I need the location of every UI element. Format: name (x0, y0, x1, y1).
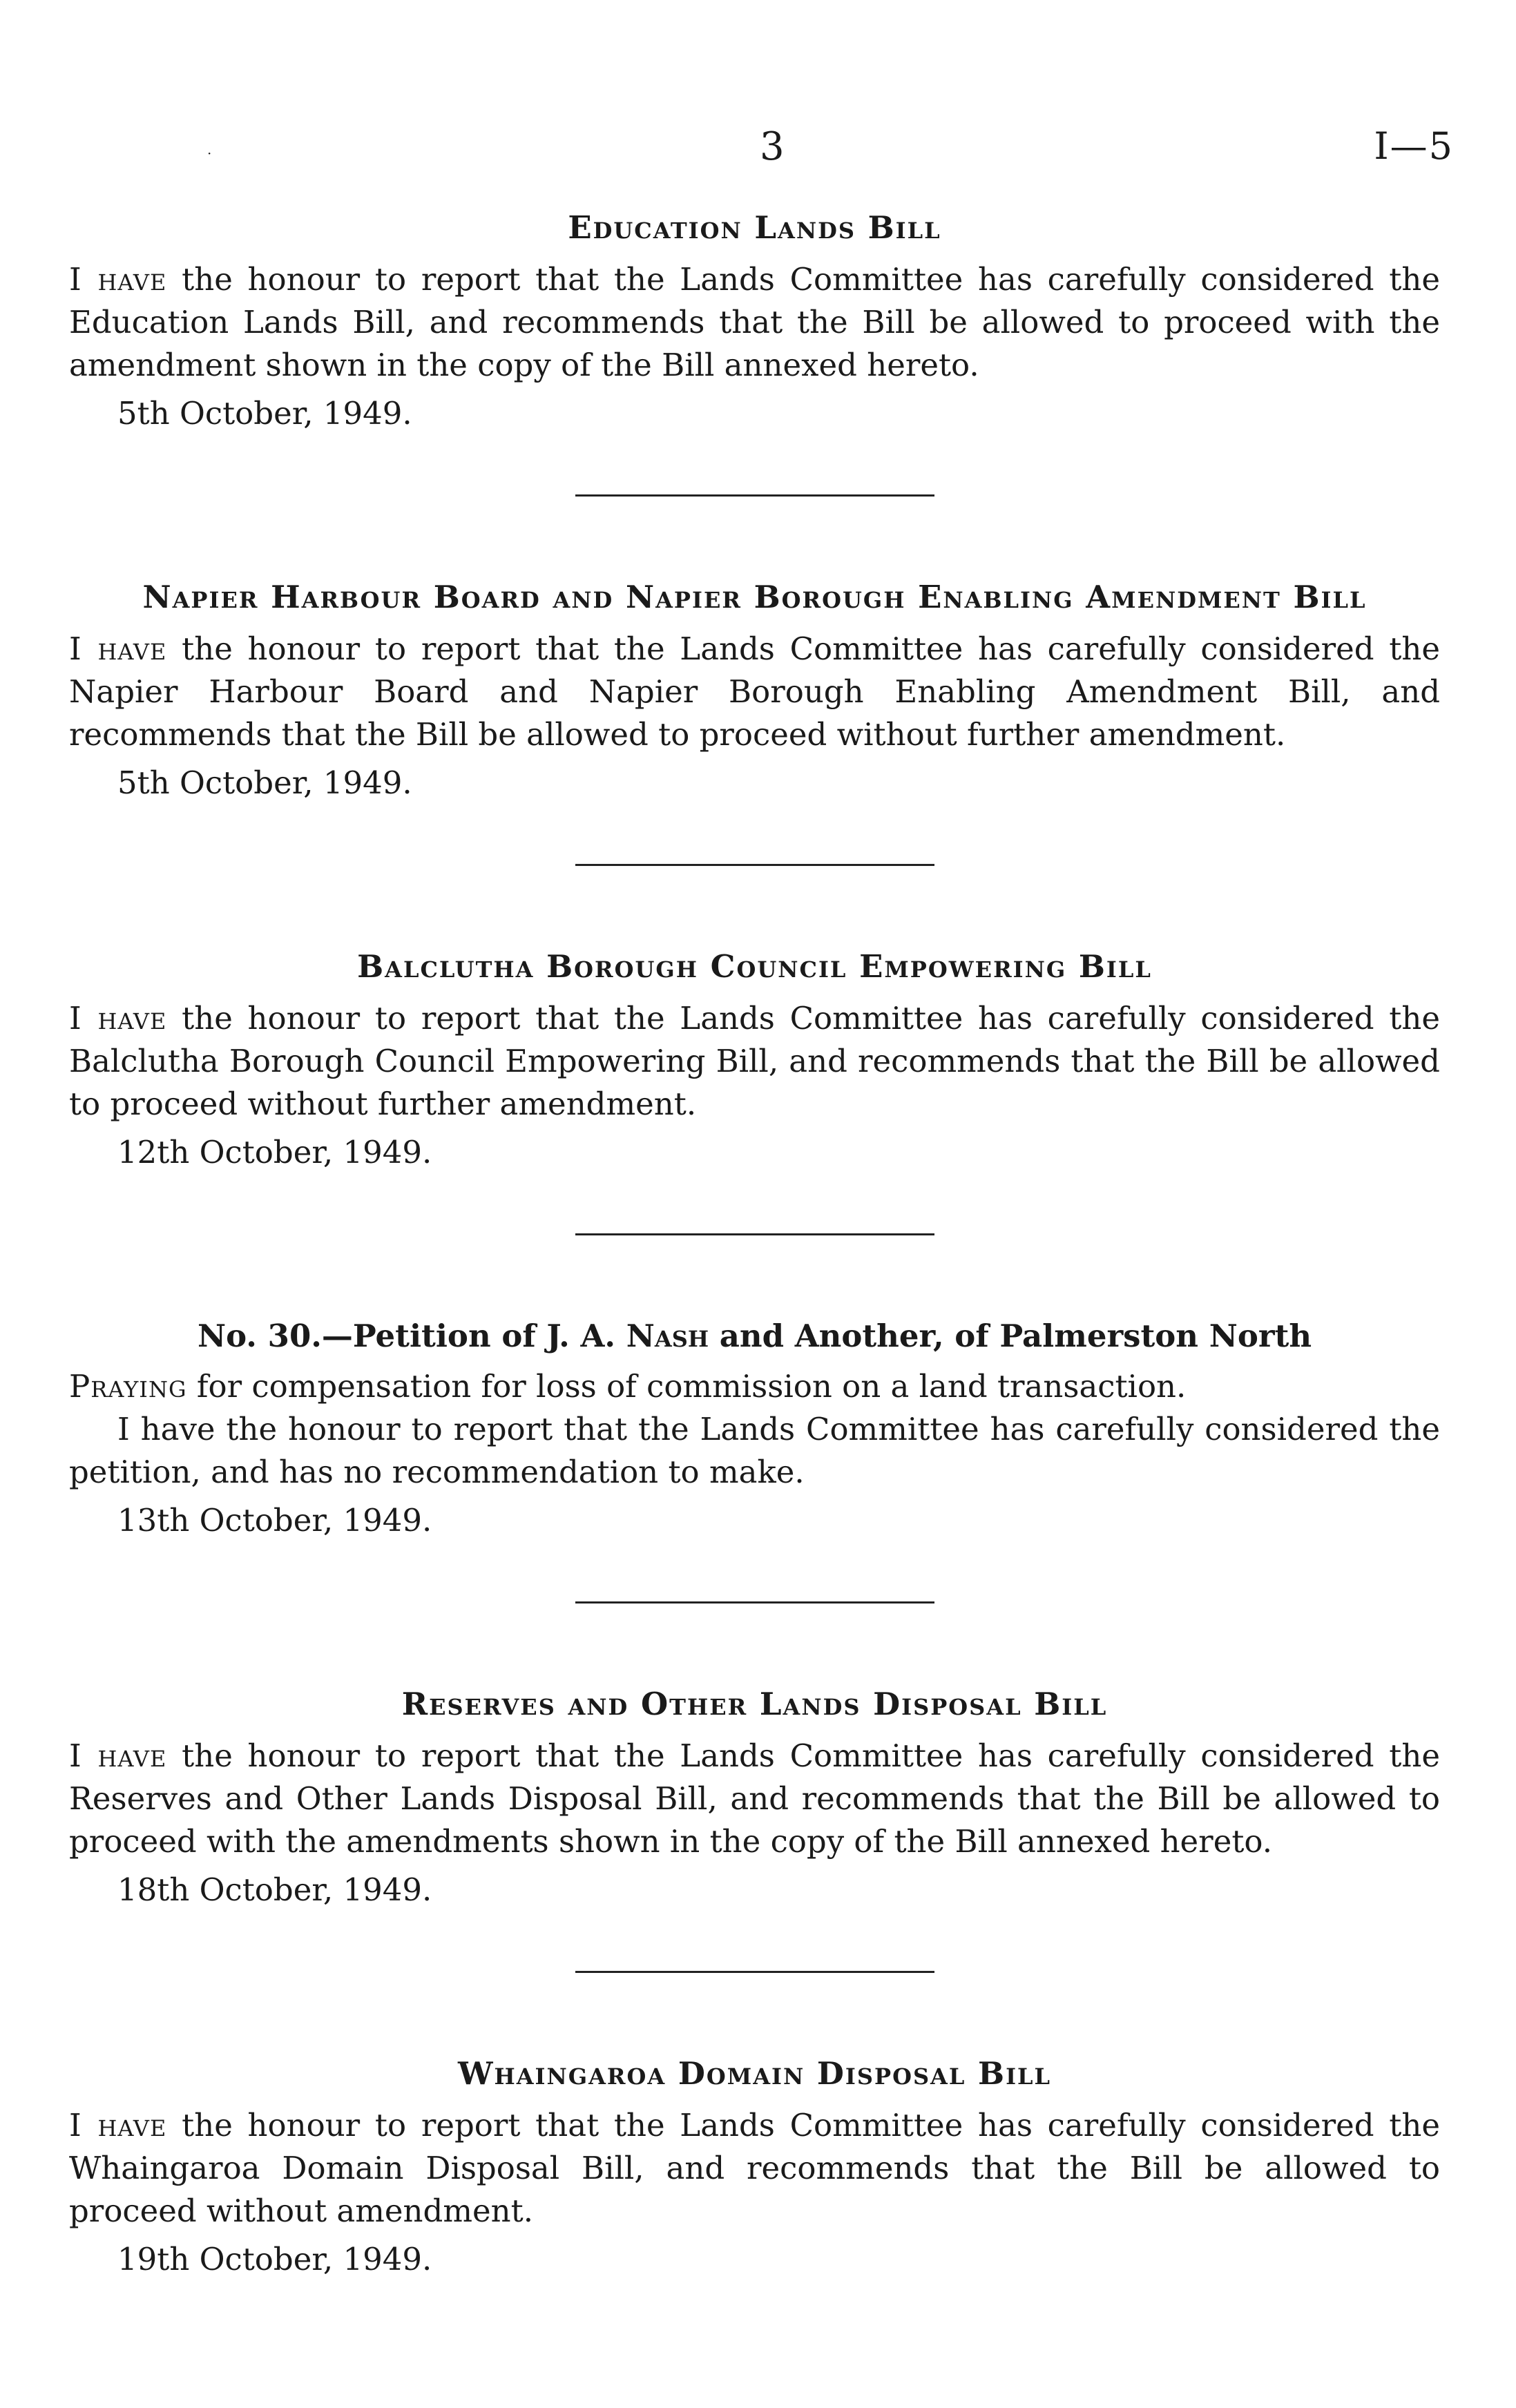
section-napier-harbour-board-bill (69, 577, 1440, 805)
divider-rule (575, 494, 934, 497)
petition-prayer (69, 1365, 1440, 1408)
body-text: the honour to report that the Lands Committee has carefully considered the Whaingaroa Domain Disposal Bill, and recommends that the Bill be allowed to proceed without amendment. (69, 2107, 1440, 2229)
body-text: the honour to report that the Lands Committee has carefully considered the Napier Harbour Board and Napier Borough Enabling Amendment Bill, and recommends that the Bill be allowed to proceed without further amendment. (69, 630, 1440, 753)
section-title: Napier Harbour Board and Napier Borough Enabling Amendment Bill (142, 579, 1367, 615)
divider-rule (575, 1233, 934, 1235)
divider-rule (575, 1601, 934, 1603)
lead-words: I have (69, 2107, 167, 2144)
report-date: 5th October, 1949. (117, 764, 412, 801)
body-text: the honour to report that the Lands Committee has carefully considered the Education Lands Bill, and recommends that the Bill be allowed to proceed with the amendment shown in the copy of the Bill annexed hereto. (69, 261, 1440, 383)
petitioner-name: Nash (626, 1318, 709, 1354)
section-title: Balclutha Borough Council Empowering Bill (357, 948, 1152, 985)
page-number: 3 (760, 124, 785, 169)
section-body (69, 628, 1440, 756)
section-body (69, 1735, 1440, 1863)
divider-rule (575, 864, 934, 866)
divider-rule (575, 1971, 934, 1973)
paper-reference: I—5 (1374, 124, 1454, 168)
lead-words: I have (69, 261, 167, 298)
body-text: the honour to report that the Lands Committee has carefully considered the Reserves and Other Lands Disposal Bill, and recommends that the Bill be allowed to proceed with the amendments shown in the copy of the Bill annexed hereto. (69, 1737, 1440, 1860)
body-text: the honour to report that the Lands Committee has carefully considered the Balclutha Borough Council Empowering Bill, and recommends that the Bill be allowed to proceed without further amendment. (69, 1000, 1440, 1122)
report-date: 13th October, 1949. (117, 1502, 432, 1539)
report-date: 19th October, 1949. (117, 2241, 432, 2277)
lead-words: I have (69, 630, 167, 667)
section-title: Education Lands Bill (568, 209, 941, 246)
report-date: 5th October, 1949. (117, 395, 412, 432)
lead-words: Praying (69, 1368, 187, 1405)
section-body (69, 2104, 1440, 2233)
section-body (69, 258, 1440, 387)
section-balclutha-borough-bill (69, 946, 1440, 1174)
section-title: Reserves and Other Lands Disposal Bill (401, 1686, 1108, 1722)
section-education-lands-bill (69, 207, 1440, 435)
section-petition-30 (69, 1316, 1440, 1542)
report-date: 18th October, 1949. (117, 1871, 432, 1908)
page-header (0, 124, 1516, 173)
body-text: for compensation for loss of commission on a land transaction. (186, 1368, 1187, 1405)
stray-mark: · (207, 145, 212, 162)
petition-title-suffix: and Another, of Palmerston North (709, 1318, 1312, 1354)
section-body (69, 997, 1440, 1126)
section-whaingaroa-domain-bill (69, 2053, 1440, 2281)
section-title: Whaingaroa Domain Disposal Bill (457, 2055, 1052, 2092)
petition-report: I have the honour to report that the Lands Committee has carefully considered the petition, and has no recommendation to make. (69, 1411, 1440, 1490)
lead-words: I have (69, 1737, 167, 1774)
petition-title (69, 1316, 1440, 1357)
report-date: 12th October, 1949. (117, 1134, 432, 1171)
section-reserves-lands-disposal-bill (69, 1684, 1440, 1911)
report-content (69, 207, 1440, 2281)
lead-words: I have (69, 1000, 167, 1037)
petition-title-prefix: No. 30.—Petition of J. A. (197, 1318, 626, 1354)
